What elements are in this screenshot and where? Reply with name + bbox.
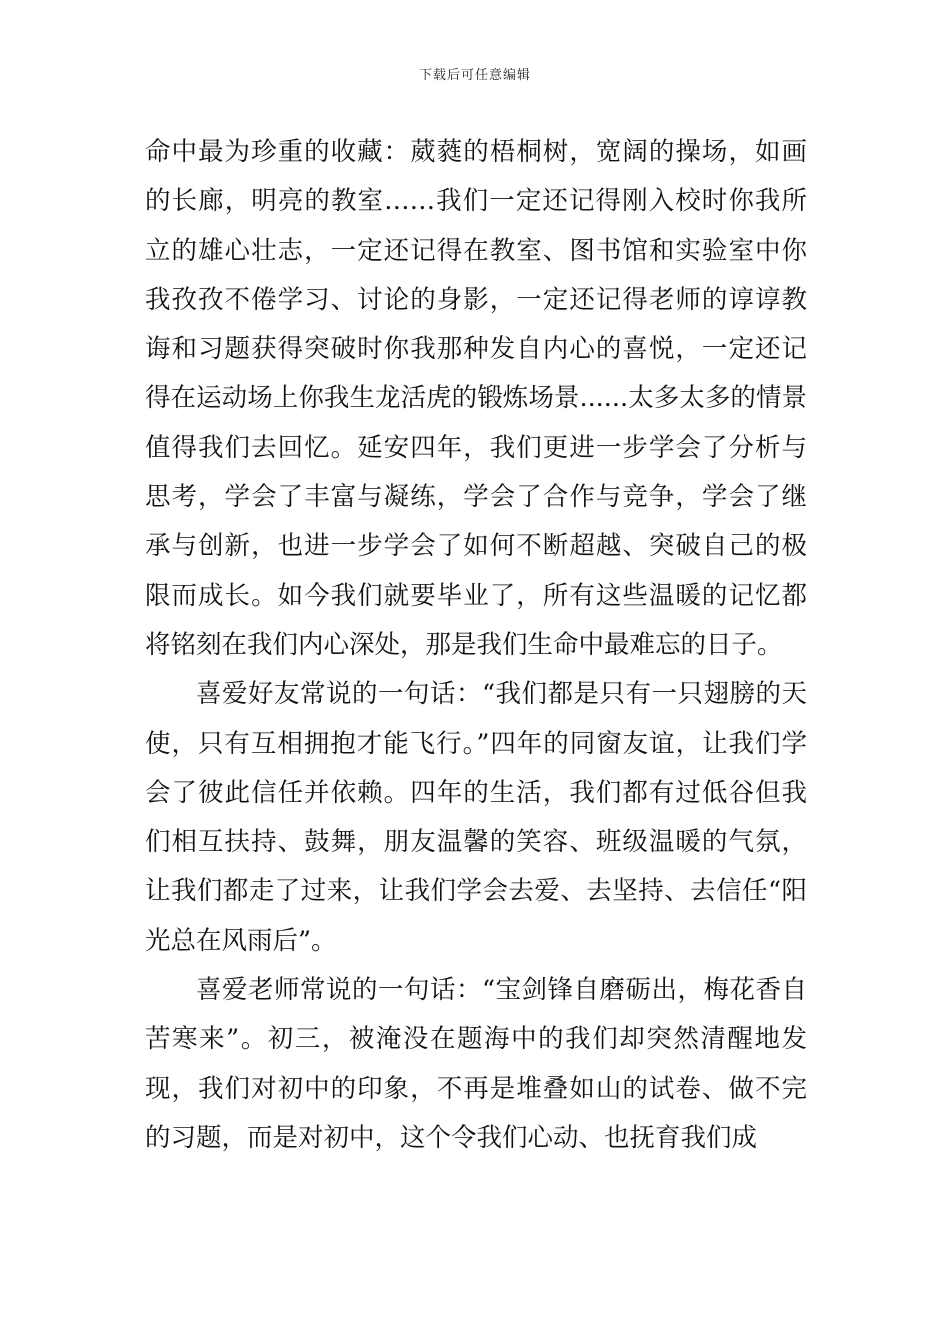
paragraph-1: 命中最为珍重的收藏：葳蕤的梧桐树，宽阔的操场，如画的长廊，明亮的教室……我们一定还记得刚入校时你我所立的雄心壮志，一定还记得在教室、图书馆和实验室中你我孜孜不倦学习、讨论的身影，一定还记得老师的谆谆教诲和习题获得突破时你我那种发自内心的喜悦，一定还记得在运动场上你我生龙活虎的锻炼场景......太多太多的情景值得我们去回忆。延安四年，我们更进一步学会了分析与思考，学会了丰富与凝练，学会了合作与竞争，学会了继承与创新，也进一步学会了如何不断超越、突破自己的极限而成长。如今我们就要毕业了，所有这些温暖的记忆都将铭刻在我们内心深处，那是我们生命中最难忘的日子。 xyxy=(145,137,807,660)
paragraph-3: 喜爱老师常说的一句话：“宝剑锋自磨砺出，梅花香自苦寒来”。初三，被淹没在题海中的我们却突然清醒地发现，我们对初中的印象，不再是堆叠如山的试卷、做不完的习题，而是对初中，这个令我们心动、也抚育我们成 xyxy=(145,975,807,1153)
paragraph-2: 喜爱好友常说的一句话：“我们都是只有一只翅膀的天使，只有互相拥抱才能飞行。”四年的同窗友谊，让我们学会了彼此信任并依赖。四年的生活，我们都有过低谷但我们相互扶持、鼓舞，朋友温馨的笑容、班级温暖的气氛，让我们都走了过来，让我们学会去爱、去坚持、去信任“阳光总在风雨后”。 xyxy=(145,679,807,956)
document-body xyxy=(145,128,807,1163)
page-header: 下载后可任意编辑 xyxy=(418,68,531,83)
